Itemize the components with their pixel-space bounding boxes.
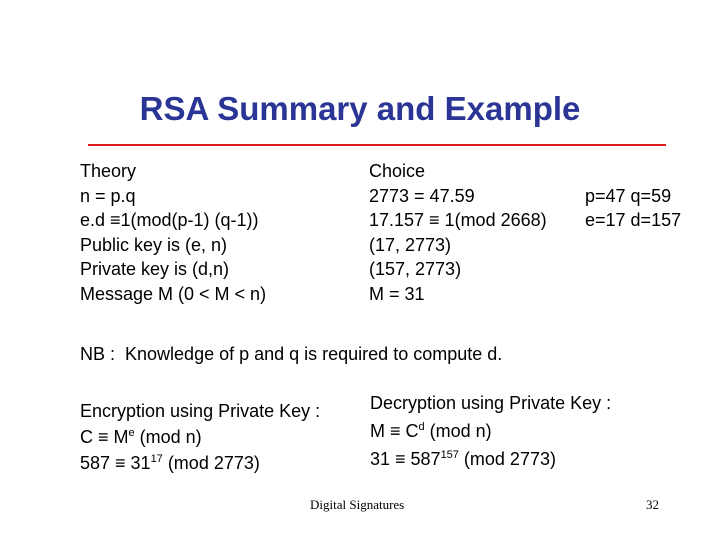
ed-values: e=17 d=157	[585, 210, 682, 230]
encryption-example: $587 \equiv 31^{17}$ (mod 2773)	[80, 453, 260, 473]
theory-line: Public key is (e, n)	[80, 234, 228, 255]
decryption-block	[370, 389, 611, 473]
choice-column	[369, 159, 547, 306]
page-number: 32	[646, 497, 659, 512]
encryption-block	[80, 398, 320, 476]
theory-heading: Theory	[80, 161, 137, 181]
choice-heading: Choice	[369, 161, 426, 181]
theory-line: n = p.q	[80, 185, 136, 206]
theory-line: e.d ≡1(mod(p-1) (q-1))	[80, 210, 259, 230]
slide-title: RSA Summary and Example	[139, 90, 581, 127]
footer-text: Digital Signatures	[310, 497, 405, 512]
nb-label: NB :	[80, 344, 116, 364]
encryption-heading: Encryption using Private Key :	[80, 401, 321, 421]
choice-line: (157, 2773)	[369, 259, 462, 279]
pq-values: p=47 q=59	[585, 185, 672, 206]
theory-line: Private key is (d,n)	[80, 259, 230, 279]
choice-line: 17.157 ≡ 1(mod 2668)	[369, 210, 547, 230]
title-underline	[88, 144, 666, 146]
theory-line: Message M (0 < M < n)	[80, 283, 267, 304]
nb-note	[80, 344, 502, 365]
decryption-example: $31 \equiv 587^{157}$ (mod 2773)	[370, 449, 556, 469]
choice-line: 2773 = 47.59	[369, 185, 475, 206]
encryption-formula: $C \equiv M^e$ (mod n)	[80, 427, 202, 447]
decryption-formula: $M \equiv C^d$ (mod n)	[370, 421, 492, 441]
decryption-heading: Decryption using Private Key :	[370, 393, 612, 413]
nb-text: Knowledge of p and q is required to compute d.	[125, 344, 503, 364]
theory-column	[80, 159, 266, 306]
params-column	[585, 184, 681, 233]
choice-line: (17, 2773)	[369, 234, 452, 255]
choice-line: M = 31	[369, 283, 425, 304]
